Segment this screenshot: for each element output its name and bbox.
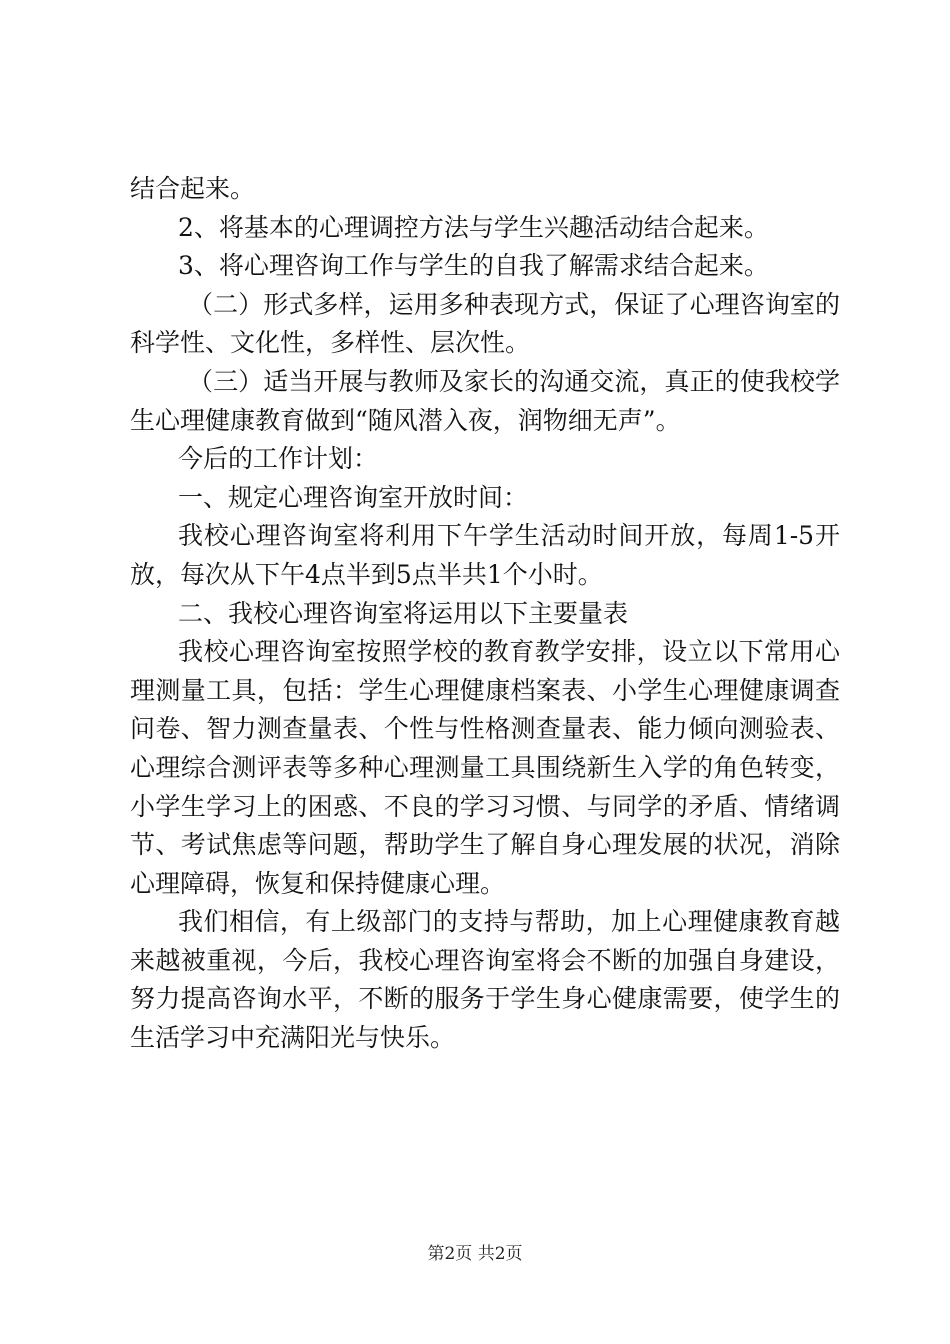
paragraph-item-2: 2、将基本的心理调控方法与学生兴趣活动结合起来。 bbox=[178, 212, 769, 242]
paragraph-section-two: （二）形式多样，运用多种表现方式，保证了心理咨询室的科学性、文化性，多样性、层次性。 bbox=[130, 289, 840, 358]
paragraph-plan-item-one: 一、规定心理咨询室开放时间： bbox=[178, 482, 529, 512]
document-body bbox=[130, 170, 840, 1058]
paragraph-plan-item-two: 二、我校心理咨询室将运用以下主要量表 bbox=[178, 598, 629, 628]
paragraph-item-3: 3、将心理咨询工作与学生的自我了解需求结合起来。 bbox=[178, 251, 769, 281]
paragraph-continuation: 结合起来。 bbox=[130, 174, 256, 203]
paragraph-conclusion: 我们相信，有上级部门的支持与帮助，加上心理健康教育越来越被重视，今后，我校心理咨询室将会不断的加强自身建设，努力提高咨询水平，不断的服务于学生身心健康需要，使学生的生活学习中充满阳光与快乐。 bbox=[130, 907, 840, 1053]
page-number-footer: 第2页 共2页 bbox=[427, 1244, 523, 1264]
paragraph-measurement-tools: 我校心理咨询室按照学校的教育教学安排，设立以下常用心理测量工具，包括：学生心理健康档案表、小学生心理健康调查问卷、智力测查量表、个性与性格测查量表、能力倾向测验表、心理综合测评表等多种心理测量工具围绕新生入学的角色转变，小学生学习上的困惑、不良的学习习惯、与同学的矛盾、情绪调节、考试焦虑等问题，帮助学生了解自身心理发展的状况，消除心理障碍，恢复和保持健康心理。 bbox=[130, 637, 840, 898]
paragraph-section-three: （三）适当开展与教师及家长的沟通交流，真正的使我校学生心理健康教育做到“随风潜入夜，润物细无声”。 bbox=[130, 366, 840, 435]
paragraph-plan-heading: 今后的工作计划： bbox=[178, 444, 379, 474]
paragraph-opening-hours: 我校心理咨询室将利用下午学生活动时间开放，每周1-5开放，每次从下午4点半到5点半共1个小时。 bbox=[130, 521, 840, 589]
